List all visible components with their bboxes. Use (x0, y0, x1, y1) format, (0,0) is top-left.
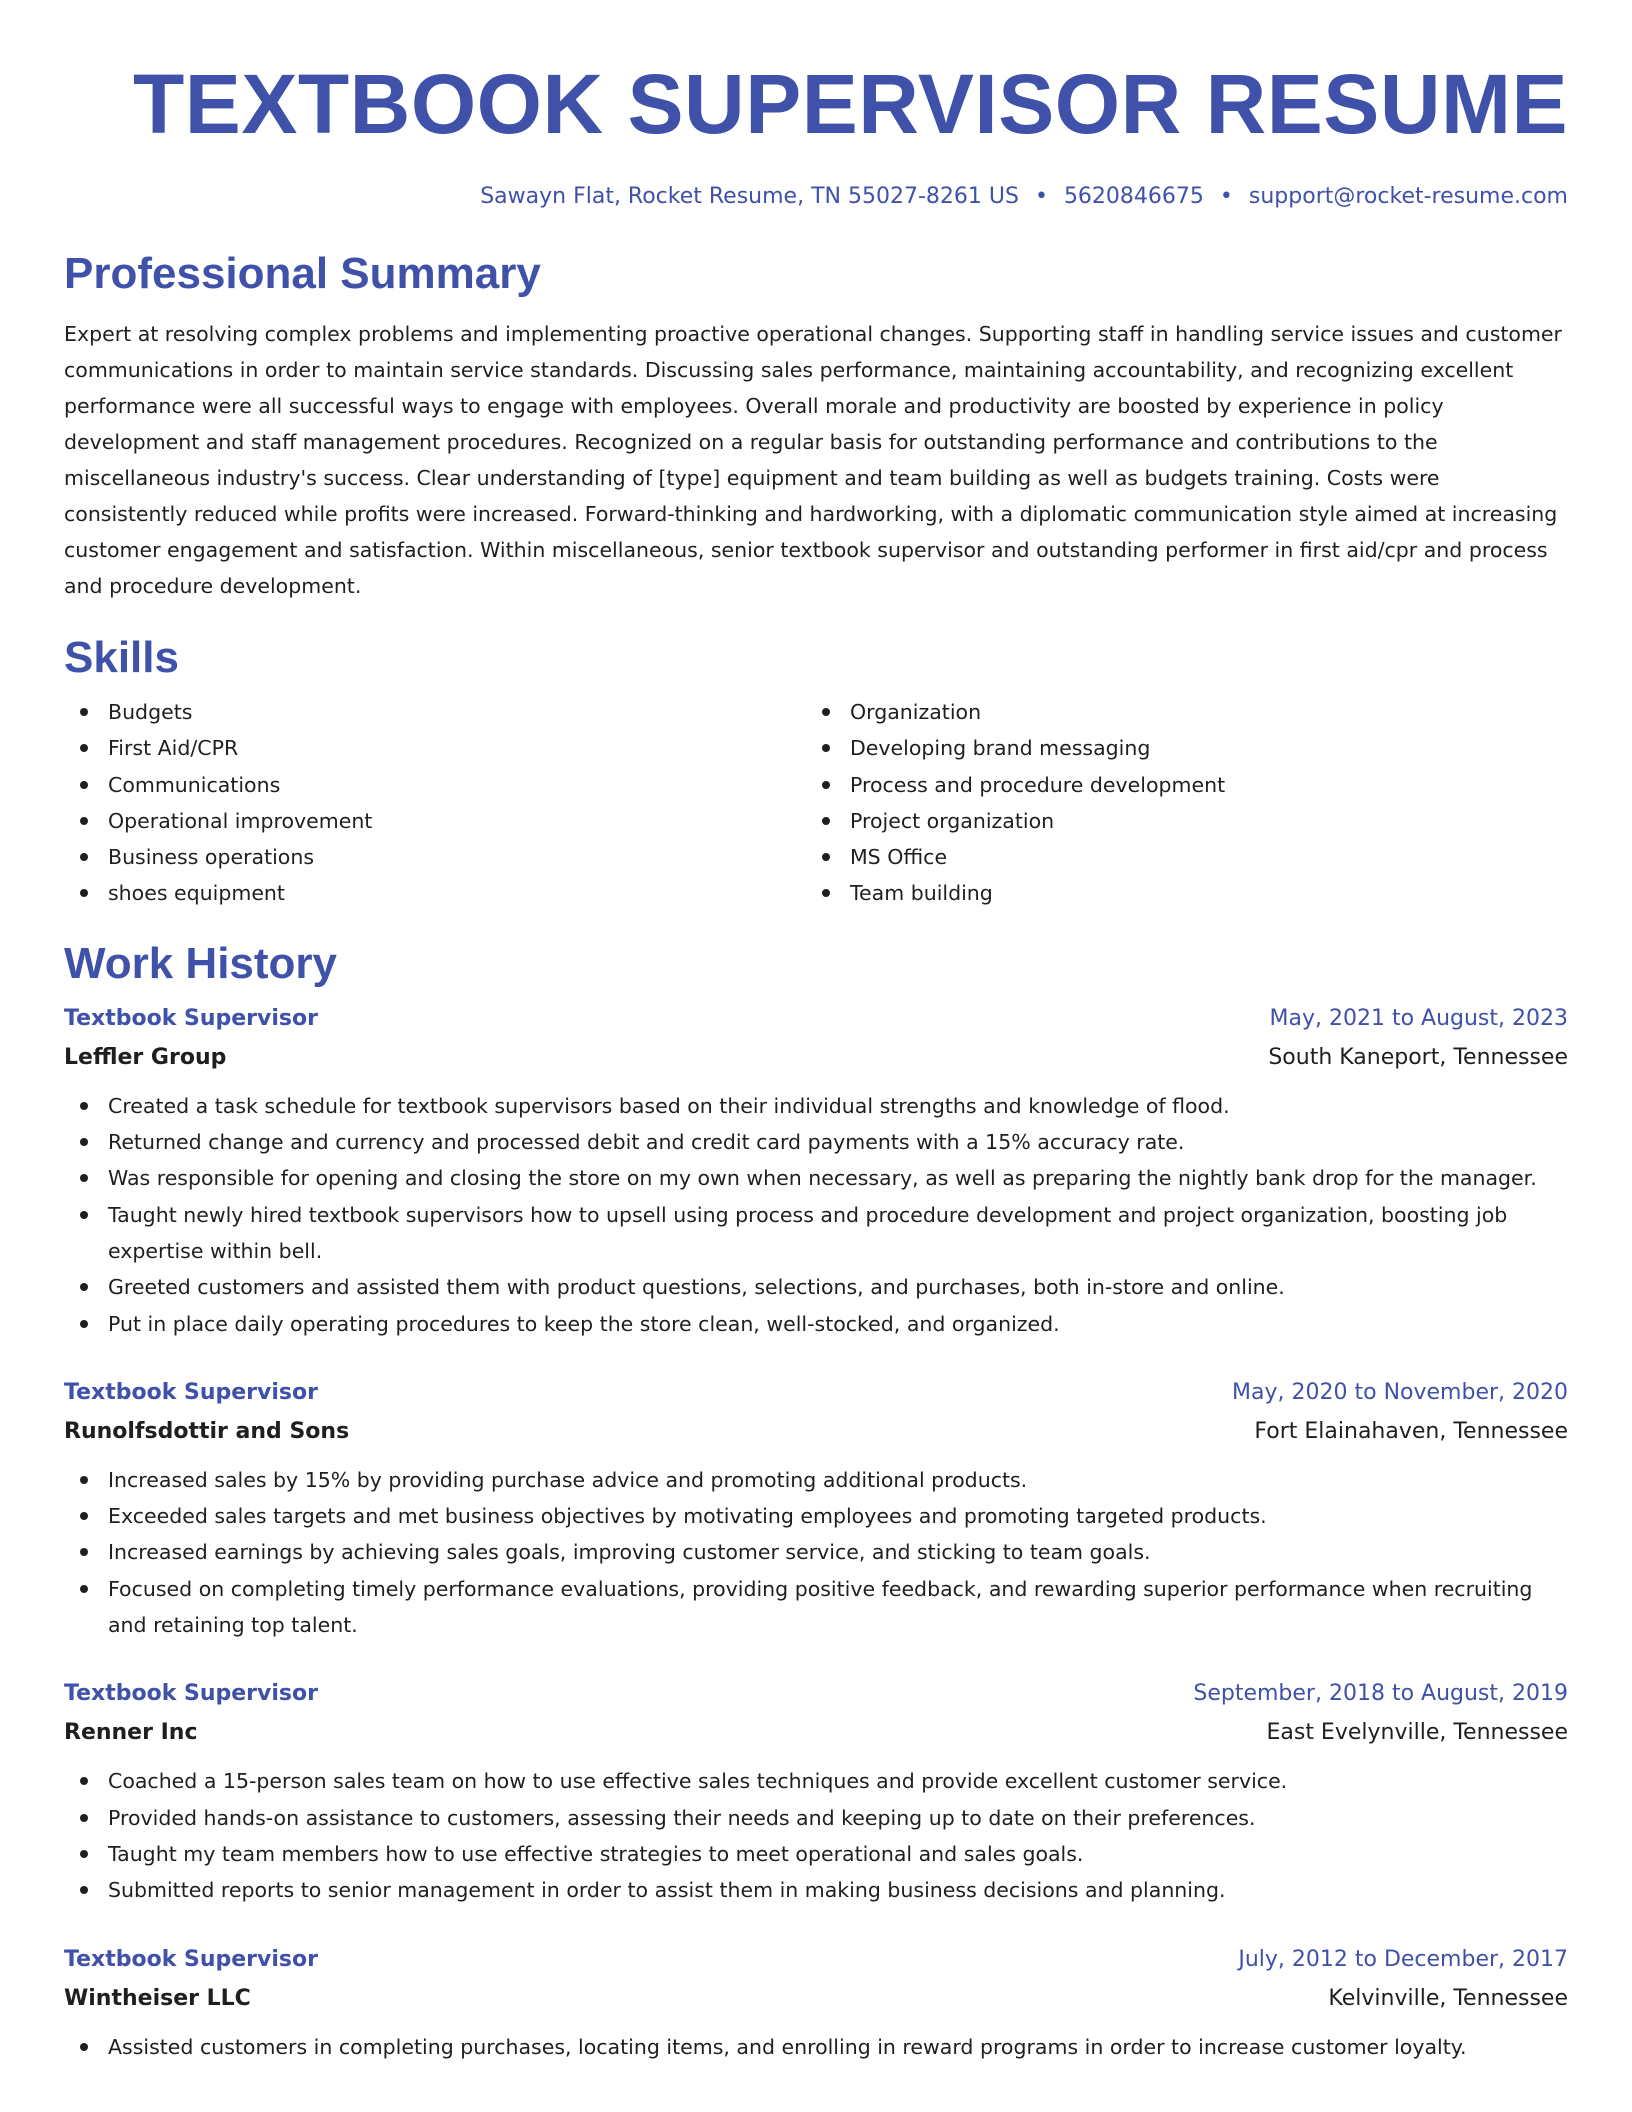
job-company: Renner Inc (64, 1720, 198, 1746)
skill-item: Project organization (806, 803, 1548, 839)
resume-title: TEXTBOOK SUPERVISOR RESUME (132, 57, 1568, 151)
job-dates: May, 2021 to August, 2023 (1269, 1005, 1568, 1031)
job-bullets (64, 1763, 1568, 1908)
skill-item: Organization (806, 694, 1548, 730)
job-company: Leffler Group (64, 1044, 227, 1070)
contact-address: Sawayn Flat, Rocket Resume, TN 55027-8261 US (480, 184, 1019, 209)
summary-heading: Professional Summary (64, 249, 541, 298)
job-bullets (64, 1462, 1568, 1643)
job-company: Runolfsdottir and Sons (64, 1418, 350, 1444)
skills-heading: Skills (64, 633, 179, 682)
job-location: Fort Elainahaven, Tennessee (1254, 1418, 1568, 1444)
skills-column-right (806, 694, 1548, 912)
skill-item: Team building (806, 875, 1548, 911)
job-bullet: Assisted customers in completing purchases, locating items, and enrolling in reward programs in order to increase customer loyalty. (64, 2029, 1568, 2065)
job-bullet: Was responsible for opening and closing the store on my own when necessary, as well as preparing the nightly bank drop for the manager. (64, 1160, 1568, 1196)
job-bullet: Coached a 15-person sales team on how to use effective sales techniques and provide excellent customer service. (64, 1763, 1568, 1799)
job-bullet: Created a task schedule for textbook supervisors based on their individual strengths and knowledge of flood. (64, 1088, 1568, 1124)
skill-item: Process and procedure development (806, 767, 1548, 803)
skill-item: MS Office (806, 839, 1548, 875)
skills-grid (64, 694, 1568, 912)
work-history-heading: Work History (64, 938, 338, 988)
job-title: Textbook Supervisor (64, 1005, 318, 1031)
job-bullet: Increased sales by 15% by providing purchase advice and promoting additional products. (64, 1462, 1568, 1498)
contact-email: support@rocket-resume.com (1248, 184, 1568, 209)
job-entry (64, 1675, 1568, 1908)
job-dates: July, 2012 to December, 2017 (1238, 1946, 1568, 1972)
job-dates: May, 2020 to November, 2020 (1232, 1379, 1568, 1405)
job-location: South Kaneport, Tennessee (1268, 1044, 1568, 1070)
job-bullet: Taught my team members how to use effective strategies to meet operational and sales goals. (64, 1836, 1568, 1872)
skill-item: shoes equipment (64, 875, 806, 911)
skill-item: Business operations (64, 839, 806, 875)
job-location: Kelvinville, Tennessee (1328, 1985, 1568, 2011)
job-entry (64, 1000, 1568, 1342)
job-title: Textbook Supervisor (64, 1946, 318, 1972)
job-bullet: Focused on completing timely performance evaluations, providing positive feedback, and rewarding superior performance when recruiting and retaining top talent. (64, 1571, 1568, 1644)
job-title: Textbook Supervisor (64, 1379, 318, 1405)
job-bullet: Provided hands-on assistance to customers, assessing their needs and keeping up to date on their preferences. (64, 1800, 1568, 1836)
job-bullet: Put in place daily operating procedures to keep the store clean, well-stocked, and organized. (64, 1306, 1568, 1342)
job-entry (64, 1374, 1568, 1643)
summary-text: Expert at resolving complex problems and implementing proactive operational changes. Supporting staff in handling service issues and customer communications in order to maintain service standards. Discussing sales performance, maintaining accountability, and recognizing excellent performance were all successful ways to engage with employees. Overall morale and productivity are boosted by experience in policy development and staff management procedures. Recognized on a regular basis for outstanding performance and contributions to the miscellaneous industry's success. Clear understanding of [type] equipment and team building as well as budgets training. Costs were consistently reduced while profits were increased. Forward-thinking and hardworking, with a diplomatic communication style aimed at increasing customer engagement and satisfaction. Within miscellaneous, senior textbook supervisor and outstanding performer in first aid/cpr and process and procedure development. (64, 322, 1562, 598)
contact-phone: 5620846675 (1063, 184, 1204, 209)
contact-line (64, 182, 1568, 212)
skill-item: Budgets (64, 694, 806, 730)
job-title: Textbook Supervisor (64, 1681, 318, 1707)
skill-item: Operational improvement (64, 803, 806, 839)
contact-separator: • (1034, 184, 1048, 209)
job-bullet: Greeted customers and assisted them with product questions, selections, and purchases, both in-store and online. (64, 1269, 1568, 1305)
job-bullets (64, 1088, 1568, 1342)
job-dates: September, 2018 to August, 2019 (1193, 1681, 1568, 1707)
skill-item: Developing brand messaging (806, 730, 1548, 766)
job-bullet: Submitted reports to senior management in order to assist them in making business decisions and planning. (64, 1872, 1568, 1908)
skill-item: Communications (64, 767, 806, 803)
contact-separator: • (1219, 184, 1233, 209)
job-bullet: Increased earnings by achieving sales goals, improving customer service, and sticking to team goals. (64, 1534, 1568, 1570)
job-bullet: Returned change and currency and processed debit and credit card payments with a 15% accuracy rate. (64, 1124, 1568, 1160)
job-entry (64, 1941, 1568, 2065)
job-company: Wintheiser LLC (64, 1985, 251, 2011)
job-bullets (64, 2029, 1568, 2065)
job-location: East Evelynville, Tennessee (1266, 1720, 1568, 1746)
skills-column-left (64, 694, 806, 912)
job-bullet: Exceeded sales targets and met business objectives by motivating employees and promoting targeted products. (64, 1498, 1568, 1534)
skill-item: First Aid/CPR (64, 730, 806, 766)
job-bullet: Taught newly hired textbook supervisors how to upsell using process and procedure development and project organization, boosting job expertise within bell. (64, 1197, 1568, 1270)
